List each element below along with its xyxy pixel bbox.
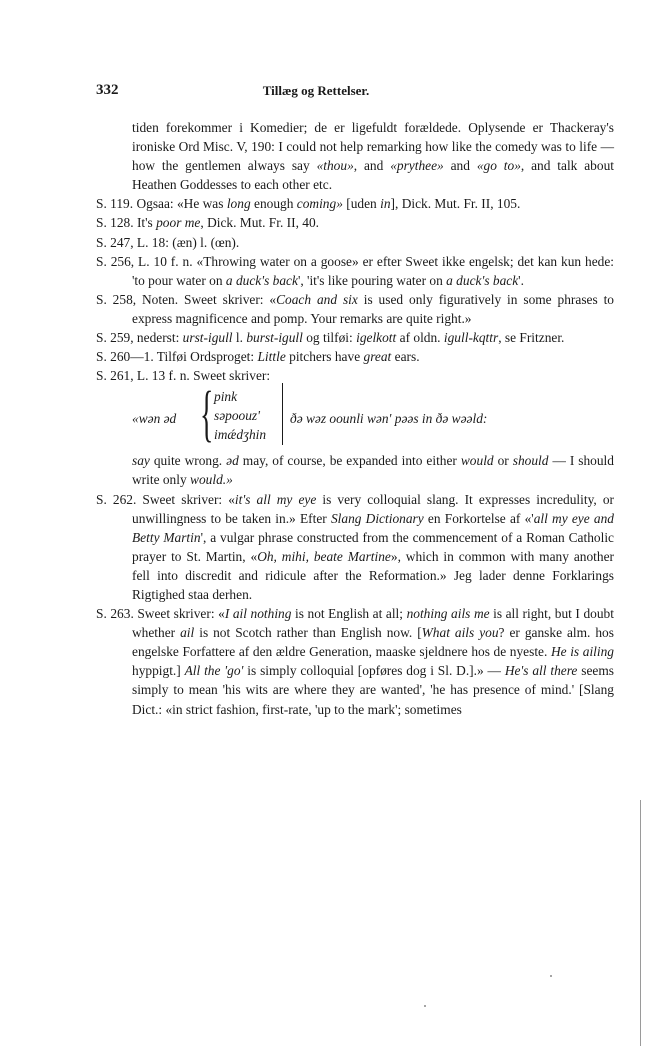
continued-paragraph: tiden forekommer i Komedier; de er ligefuldt forældede. Oplysende er Thackeray's ironiske Ord Misc. V, 190: I could not help remarking how like the comedy was to life — how the gentlemen always say «thou», and «prythee» and «go to», and talk about Heathen Goddesses to each other etc. <box>132 120 614 193</box>
entry-s261-cont: say quite wrong. əd may, of course, be expanded into either would or should — I should write only would.» <box>132 453 614 488</box>
phonetic-option: səpoouz' <box>214 408 261 424</box>
right-bar <box>280 383 283 445</box>
scan-margin-line <box>640 800 641 1046</box>
entry-s260: S. 260—1. Tilføi Ordsproget: Little pitchers have great ears. <box>96 349 420 365</box>
entry-ref: S. 128. <box>96 215 134 231</box>
entry-ref: S. 256, L. 10 f. n. <box>96 253 193 269</box>
left-brace: { <box>200 380 214 449</box>
entry-s128: S. 128. It's poor me, Dick. Mut. Fr. II, 40. <box>96 215 320 231</box>
page-header <box>96 82 536 102</box>
entry-s261: S. 261, L. 13 f. n. Sweet skriver: <box>96 368 271 384</box>
entry-s256: S. 256, L. 10 f. n. «Throwing water on a goose» er efter Sweet ikke engelsk; det kan kun hede: 'to pour water on a duck's back', 'it's like pouring water on a duck's back'. <box>96 253 614 288</box>
entry-ref: S. 259, nederst: <box>96 330 180 346</box>
phonetic-right: ðə wəz oounli wən' pəəs in ðə wəəld: <box>290 411 488 427</box>
entry-s259: S. 259, nederst: urst-igull l. burst-igull og tilføi: igelkott af oldn. igull-kqttr, se Fritzner. <box>96 330 565 346</box>
entry-s262: S. 262. Sweet skriver: «it's all my eye is very colloquial slang. It expresses incredulity, or unwillingness to be taken in.» Efter Slang Dictionary en Forkortelse af «'all my eye and Betty Martin', a vulgar phrase constructed from the commencement of a Roman Catholic prayer to St. Martin, «Oh, mihi, beate Martine», which in common with many another fell into discredit and ridicule after the Reformation.» Jeg lader denne Forklarings Rigtighed staa derhen. <box>96 491 614 602</box>
phonetic-option: imǽdʒhin <box>214 427 267 443</box>
entry-ref: S. 261, L. 13 f. n. <box>96 368 190 384</box>
entry-s247: S. 247, L. 18: (æn) l. (œn). <box>96 234 240 250</box>
scan-speck <box>424 1005 426 1007</box>
body-text <box>96 118 614 719</box>
entry-ref: S. 262. <box>96 491 137 507</box>
phonetic-option: pink <box>214 389 238 405</box>
entry-ref: S. 247, L. 18: <box>96 234 169 250</box>
phonetic-example <box>132 380 614 451</box>
entry-s119: S. 119. Ogsaa: «He was long enough coming» [uden in], Dick. Mut. Fr. II, 105. <box>96 196 521 212</box>
entry-s263: S. 263. Sweet skriver: «I ail nothing is not English at all; nothing ails me is all right, but I doubt whether ail is not Scotch rather than English now. [What ails you? er ganske alm. hos engelske Forfattere af den ældre Generation, maaske sjeldnere hos de nyeste. He is ailing hyppigt.] All the 'go' is simply colloquial [opføres dog i Sl. D.].» — He's all there seems simply to mean 'his wits are where they are wanted', 'he has presence of mind.' [Slang Dict.: «in strict fashion, first-rate, 'up to the mark'; sometimes <box>96 606 614 717</box>
running-title: Tillæg og Rettelser. <box>262 83 370 98</box>
entry-ref: S. 263. <box>96 606 134 622</box>
entry-s258: S. 258, Noten. Sweet skriver: «Coach and six is used only figuratively in some phrases to express magnificence and pomp. Your remarks are quite right.» <box>96 291 614 326</box>
page-number: 332 <box>96 82 119 98</box>
entry-ref: S. 260—1. <box>96 349 154 365</box>
entry-ref: S. 258, Noten. <box>96 291 179 307</box>
phonetic-stack <box>214 387 266 444</box>
entry-ref: S. 119. <box>96 196 134 212</box>
scan-speck <box>550 975 552 977</box>
phonetic-left: «wən əd <box>132 411 177 427</box>
